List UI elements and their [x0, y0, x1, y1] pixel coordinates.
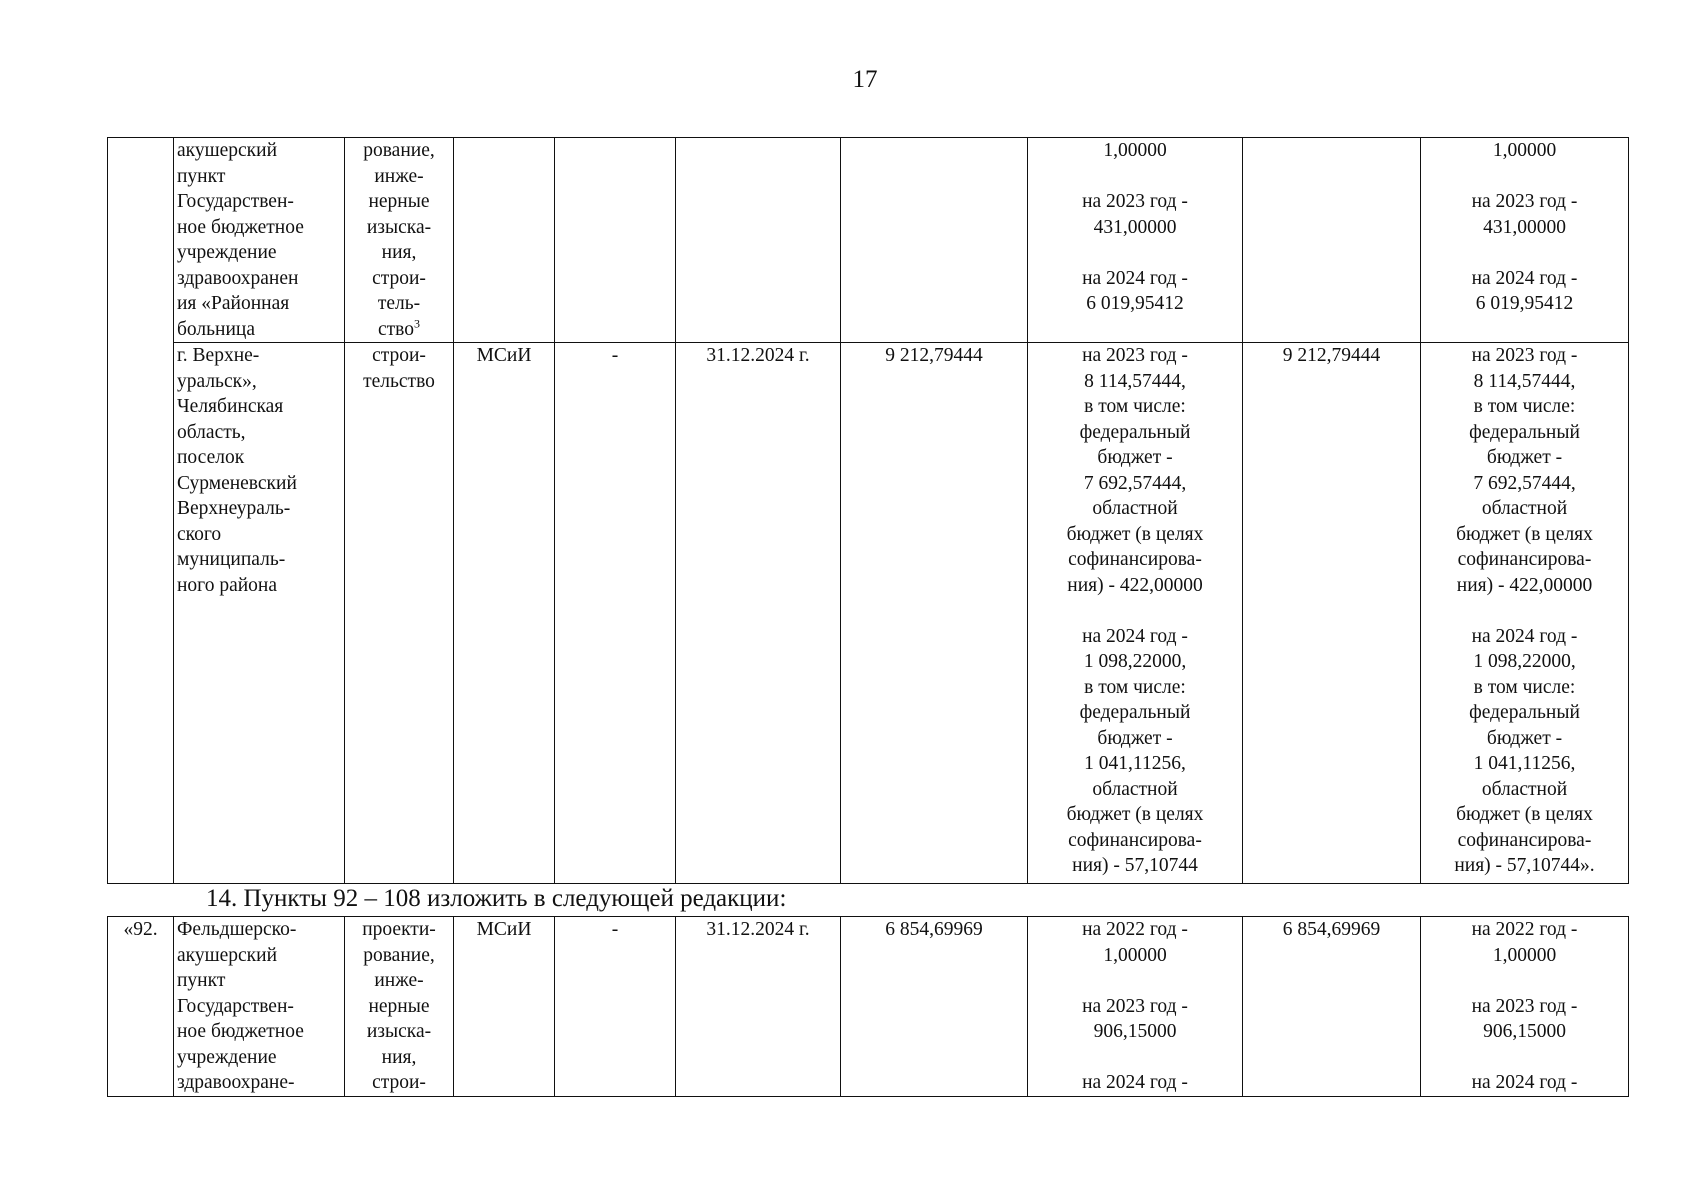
funding-by-year-cell: 1,00000 на 2023 год - 431,00000 на 2024 год - 6 019,95412 [1028, 138, 1243, 343]
table-row [108, 343, 1629, 884]
funding-by-year-cell: на 2022 год - 1,00000 на 2023 год - 906,15000 на 2024 год - [1028, 917, 1243, 1097]
funding-by-year-repeat-cell: 1,00000 на 2023 год - 431,00000 на 2024 год - 6 019,95412 [1421, 138, 1629, 343]
dash-cell: - [555, 917, 676, 1097]
table-row [108, 917, 1629, 1097]
total-cost-repeat-cell: 9 212,79444 [1243, 343, 1421, 884]
objects-table-continued [107, 137, 1629, 884]
number-cell [108, 138, 174, 884]
number-cell: «92. [108, 917, 174, 1097]
work-type-cell [345, 138, 454, 343]
total-cost-cell: 9 212,79444 [841, 343, 1028, 884]
deadline-cell [676, 138, 841, 343]
work-type-cell: проекти- рование, инже- нерные изыска- ния, строи- [345, 917, 454, 1097]
objects-table-new [107, 916, 1629, 1097]
funding-by-year-cell: на 2023 год - 8 114,57444, в том числе: федеральный бюджет - 7 692,57444, областной бюджет (в целях софинансирова- ния) - 422,00000 на 2024 год - 1 098,22000, в том числе: федеральный бюджет - 1 041,11256, областной бюджет (в целях софинансирова- ния) - 57,10744 [1028, 343, 1243, 884]
clause-heading: 14. Пункты 92 – 108 изложить в следующей редакции: [206, 885, 787, 912]
object-name-cell: Фельдшерско- акушерский пункт Государствен- ное бюджетное учреждение здравоохране- [174, 917, 345, 1097]
total-cost-repeat-cell: 6 854,69969 [1243, 917, 1421, 1097]
page-number: 17 [852, 66, 878, 93]
deadline-cell: 31.12.2024 г. [676, 343, 841, 884]
funding-by-year-repeat-cell: на 2023 год - 8 114,57444, в том числе: федеральный бюджет - 7 692,57444, областной бюджет (в целях софинансирова- ния) - 422,00000 на 2024 год - 1 098,22000, в том числе: федеральный бюджет - 1 041,11256, областной бюджет (в целях софинансирова- ния) - 57,10744». [1421, 343, 1629, 884]
footnote-marker: 3 [414, 316, 420, 330]
total-cost-repeat-cell [1243, 138, 1421, 343]
object-name-cell: г. Верхне- уральск», Челябинская область, поселок Сурменевский Верхнеураль- ского муниципаль- ного района [174, 343, 345, 884]
dash-cell [555, 138, 676, 343]
customer-cell [454, 138, 555, 343]
total-cost-cell [841, 138, 1028, 343]
dash-cell: - [555, 343, 676, 884]
customer-cell: МСиИ [454, 917, 555, 1097]
funding-by-year-repeat-cell: на 2022 год - 1,00000 на 2023 год - 906,15000 на 2024 год - [1421, 917, 1629, 1097]
total-cost-cell: 6 854,69969 [841, 917, 1028, 1097]
work-type-cell: строи- тельство [345, 343, 454, 884]
table-row [108, 138, 1629, 343]
work-type-text: рование, инже- нерные изыска- ния, строи- тель- ство [363, 140, 435, 340]
customer-cell: МСиИ [454, 343, 555, 884]
object-name-text: акушерский пункт Государствен- ное бюджетное учреждение здравоохранен ия «Районная больница [177, 140, 304, 340]
deadline-cell: 31.12.2024 г. [676, 917, 841, 1097]
object-name-cell [174, 138, 345, 343]
